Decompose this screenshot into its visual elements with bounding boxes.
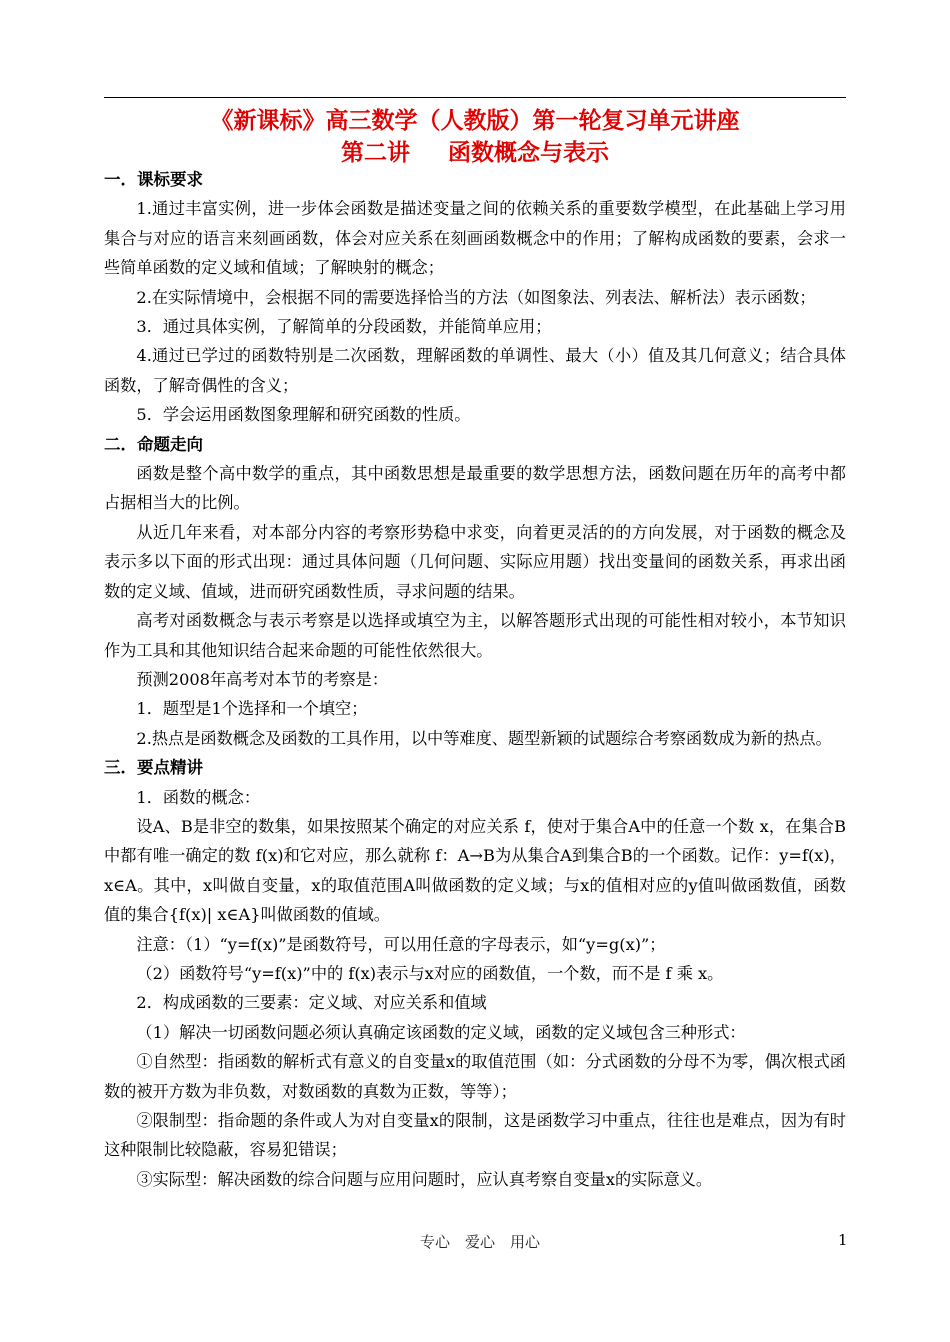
paragraph: 2.在实际情境中，会根据不同的需要选择恰当的方法（如图象法、列表法、解析法）表示函数；	[136, 287, 816, 307]
paragraph: 1．题型是1个选择和一个填空；	[136, 699, 368, 719]
paragraph: 函数是整个高中数学的重点，其中函数思想是最重要的数学思想方法，函数问题在历年的高考中都占据相当大的比例。	[104, 464, 846, 513]
footer-motto: 专心 爱心 用心	[420, 1233, 541, 1251]
paragraph: 预测2008年高考对本节的考察是：	[136, 669, 389, 689]
section-heading: 三．要点精讲	[104, 758, 203, 778]
paragraph: 注意：（1）“y=f(x)”是函数符号，可以用任意的字母表示，如“y=g(x)”；	[136, 934, 666, 954]
paragraph: 1.通过丰富实例，进一步体会函数是描述变量之间的依赖关系的重要数学模型，在此基础上学习用集合与对应的语言来刻画函数，体会对应关系在刻画函数概念中的作用；了解构成函数的要素，会求一些简单函数的定义域和值域；了解映射的概念；	[104, 199, 846, 278]
paragraph: 1．函数的概念：	[136, 787, 261, 807]
header-rule	[104, 97, 846, 98]
section-heading: 一．课标要求	[104, 170, 203, 189]
paragraph: （2）函数符号“y=f(x)”中的 f(x)表示与x对应的函数值，一个数，而不是 f 乘 x。	[136, 963, 724, 983]
page-footer	[0, 1231, 950, 1255]
section-heading: 二．命题走向	[104, 434, 203, 454]
paragraph: ②限制型：指命题的条件或人为对自变量x的限制，这是函数学习中重点，往往也是难点，因为有时这种限制比较隐蔽，容易犯错误；	[104, 1111, 846, 1160]
paragraph: 2.热点是函数概念及函数的工具作用，以中等难度、题型新颖的试题综合考察函数成为新的热点。	[136, 728, 832, 748]
paragraph: 2．构成函数的三要素：定义域、对应关系和值域	[136, 993, 487, 1013]
paragraph: 高考对函数概念与表示考察是以选择或填空为主，以解答题形式出现的可能性相对较小，本节知识作为工具和其他知识结合起来命题的可能性依然很大。	[104, 611, 846, 660]
paragraph: 5．学会运用函数图象理解和研究函数的性质。	[136, 405, 471, 425]
paragraph: 4.通过已学过的函数特别是二次函数，理解函数的单调性、最大（小）值及其几何意义；结合具体函数，了解奇偶性的含义；	[104, 346, 846, 395]
document-title: 《新课标》高三数学（人教版）第一轮复习单元讲座	[210, 108, 740, 134]
paragraph: 3．通过具体实例，了解简单的分段函数，并能简单应用；	[136, 317, 552, 337]
lecture-title	[0, 138, 950, 168]
paragraph: 从近几年来看，对本部分内容的考察形势稳中求变，向着更灵活的的方向发展，对于函数的概念及表示多以下面的形式出现：通过具体问题（几何问题、实际应用题）找出变量间的函数关系，再求出函数的定义域、值域，进而研究函数性质，寻求问题的结果。	[104, 522, 846, 601]
paragraph: ③实际型：解决函数的综合问题与应用问题时，应认真考察自变量x的实际意义。	[136, 1169, 713, 1189]
lecture-topic: 函数概念与表示	[448, 140, 609, 166]
document-body	[104, 165, 846, 1194]
page-number: 1	[838, 1231, 848, 1249]
paragraph: ①自然型：指函数的解析式有意义的自变量x的取值范围（如：分式函数的分母不为零，偶次根式函数的被开方数为非负数，对数函数的真数为正数，等等）；	[104, 1052, 846, 1101]
paragraph: 设A、B是非空的数集，如果按照某个确定的对应关系 f，使对于集合A中的任意一个数 x，在集合B中都有唯一确定的数 f(x)和它对应，那么就称 f：A→B为从集合A到集合B的一个函数。记作：y=f(x)，x∈A。其中，x叫做自变量，x的取值范围A叫做函数的定义域；与x的值相对应的y值叫做函数值，函数值的集合{f(x)| x∈A}叫做函数的值域。	[104, 816, 846, 925]
paragraph: （1）解决一切函数问题必须认真确定该函数的定义域，函数的定义域包含三种形式：	[136, 1022, 746, 1042]
lecture-number: 第二讲	[341, 140, 410, 166]
